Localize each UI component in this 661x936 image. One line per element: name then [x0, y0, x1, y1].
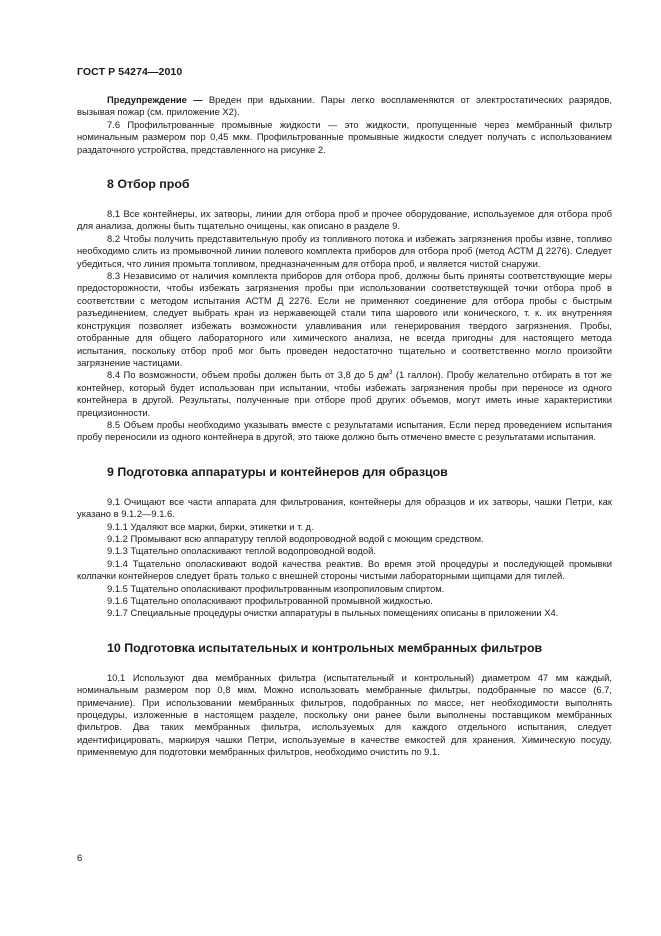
- paragraph-8-3: 8.3 Независимо от наличия комплекта приборов для отбора проб, должны быть приняты соответствующие меры предосторожности, чтобы избежать загрязнения пробы при использовании соответствующей точки отбора проб в соответствии с методом испытания АСТМ Д 2276. Если не применяют соединение для отбора пробы с быстрым разъединением, следует выбрать кран из нержавеющей стали типа шарового или конического, т. к. их внутренняя конструкция позволяет избежать возможности улавливания или генерирования твердого загрязнения. Пробы, отобранные для общего лабораторного или химического анализа, не всегда пригодны для настоящего метода испытания, поскольку отбор проб мог быть проведен недостаточно тщательно и соответственно могло произойти загрязнение частицами.: [77, 270, 612, 368]
- section-9-heading: 9 Подготовка аппаратуры и контейнеров для образцов: [107, 464, 448, 479]
- page-number: 6: [77, 852, 83, 863]
- paragraph-8-4: [77, 369, 612, 419]
- paragraph-8-1: 8.1 Все контейнеры, их затворы, линии для отбора проб и прочее оборудование, используемое для отбора проб для анализа, должны быть тщательно очищены, как описано в разделе 9.: [77, 208, 612, 232]
- document-body: [77, 94, 612, 759]
- paragraph-8-5: 8.5 Объем пробы необходимо указывать вместе с результатами испытания. Если перед проведением испытания пробу переносили из одного контейнера в другой, это также должно быть отмечено вместе с результатами испытания.: [77, 418, 612, 443]
- paragraph-9-1-2: 9.1.2 Промывают всю аппаратуру теплой водопроводной водой с моющим средством.: [107, 532, 484, 544]
- warning-label: Предупреждение —: [107, 94, 203, 105]
- paragraph-7-6: 7.6 Профильтрованные промывные жидкости — это жидкости, пропущенные через мембранный фильтр номинальным размером пор 0,45 мкм. Профильтрованные промывные жидкости следует получать с использованием раздаточного устройства, представленного на рисунке 2.: [77, 118, 612, 155]
- warning-paragraph: [77, 94, 612, 119]
- paragraph-8-2: 8.2 Чтобы получить представительную пробу из топливного потока и избежать загрязнения пробы извне, топливо необходимо слить из промывочной линии полевого комплекта приборов для отбора проб (метод АСТМ Д 2276). Следует убедиться, что линия промыта топливом, предназначенным для отбора проб, и является чистой снаружи.: [77, 232, 612, 269]
- paragraph-9-1-3: 9.1.3 Тщательно ополаскивают теплой водопроводной водой.: [107, 545, 376, 557]
- paragraph-8-4-text-a: 8.4 По возможности, объем пробы должен быть от 3,8 до 5 дм: [107, 369, 390, 381]
- section-10-heading: 10 Подготовка испытательных и контрольных мембранных фильтров: [107, 640, 543, 655]
- paragraph-10-1: 10.1 Используют два мембранных фильтра (испытательный и контрольный) диаметром 47 мм каждый, номинальным размером пор 0,8 мкм. Можно использовать мембранные фильтры, подобранные по массе (6.7, примечание). При использовании мембранных фильтров, подобранных по массе, нет необходимости выполнять процедуры, изложенные в настоящем разделе, поскольку они ранее были выполнены поставщиком мембранных фильтров. Два таких мембранных фильтра, используемых для каждого отдельного испытания, следует идентифицировать, маркируя чашки Петри, используемые в качестве емкостей для хранения. Химическую посуду, применяемую для подготовки мембранных фильтров, необходимо очистить по 9.1.: [77, 671, 612, 758]
- paragraph-9-1-7: 9.1.7 Специальные процедуры очистки аппаратуры в пыльных помещениях описаны в приложении Х4.: [107, 607, 559, 619]
- paragraph-9-1-6: 9.1.6 Тщательно ополаскивают профильтрованной промывной жидкостью.: [107, 595, 433, 606]
- paragraph-9-1-5: 9.1.5 Тщательно ополаскивают профильтрованным изопропиловым спиртом.: [107, 582, 445, 594]
- paragraph-8-4-superscript: 3: [389, 370, 393, 377]
- paragraph-9-1: 9.1 Очищают все части аппарата для фильтрования, контейнеры для образцов и их затворы, чашки Петри, как указано в 9.1.2—9.1.6.: [77, 495, 612, 520]
- section-8-heading: 8 Отбор проб: [107, 177, 190, 192]
- document-header: ГОСТ Р 54274—2010: [77, 66, 183, 78]
- paragraph-9-1-1: 9.1.1 Удаляют все марки, бирки, этикетки и т. д.: [107, 520, 314, 532]
- paragraph-8-4-text-b: (1 галлон). Пробу желательно отбирать в тот же контейнер, который будет использован при испытании, чтобы избежать загрязнения пробы при переносе из одного контейнера в другой. Результаты, полученные при отборе проб других объемов, могут иметь иные характеристики прецизионности.: [77, 369, 612, 418]
- warning-text: Вреден при вдыхании. Пары легко воспламеняются от электростатических разрядов, вызывая пожар (см. приложение Х2).: [77, 94, 612, 118]
- paragraph-9-1-4: 9.1.4 Тщательно ополаскивают водой качества реактив. Во время этой процедуры и последующей промывки колпачки контейнеров следует брать только с внешней стороны чистыми лабораторными щипцами для тиглей.: [77, 557, 612, 582]
